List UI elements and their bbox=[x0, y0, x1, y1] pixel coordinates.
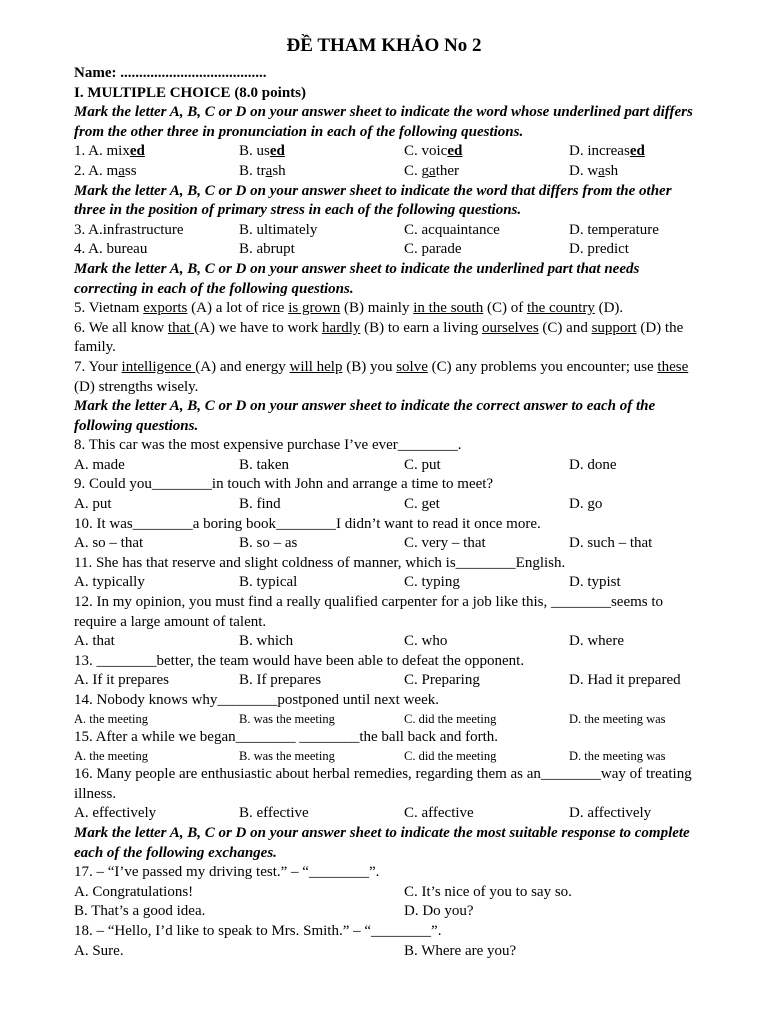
question-17: 17. – “I’ve passed my driving test.” – “________”. bbox=[74, 864, 380, 881]
question-5: 5. Vietnam exports (A) a lot of rice is grown (B) mainly in the south (C) of the country (D). bbox=[74, 300, 624, 317]
options-18: A. Sure. B. Where are you? bbox=[74, 942, 517, 959]
question-18: 18. – “Hello, I’d like to speak to Mrs. Smith.” – “________”. bbox=[74, 922, 442, 939]
question-8: 8. This car was the most expensive purchase I’ve ever________. bbox=[74, 437, 462, 454]
question-13: 13. ________better, the team would have been able to defeat the opponent. bbox=[74, 652, 525, 669]
question-16: 16. Many people are enthusiastic about herbal remedies, regarding them as an________way of treating illness. bbox=[74, 766, 692, 802]
instruction-stress: Mark the letter A, B, C or D on your answer sheet to indicate the word that differs from the other three in the position of primary stress in each of the following questions. bbox=[74, 182, 672, 219]
options-17-row2: B. That’s a good idea. D. Do you? bbox=[74, 903, 474, 920]
question-4: 4. A. bureau B. abrupt C. parade D. predict bbox=[74, 241, 629, 258]
options-11: A. typically B. typical C. typing D. typist bbox=[74, 574, 621, 591]
question-11: 11. She has that reserve and slight coldness of manner, which is________English. bbox=[74, 554, 566, 571]
instruction-correct-answer: Mark the letter A, B, C or D on your answer sheet to indicate the correct answer to each of the following questions. bbox=[74, 398, 656, 434]
options-15: A. the meeting B. was the meeting C. did the meeting D. the meeting was bbox=[74, 748, 666, 763]
question-15: 15. After a while we began________ ________the ball back and forth. bbox=[74, 729, 499, 746]
options-17-row1: A. Congratulations! C. It’s nice of you to say so. bbox=[74, 883, 572, 900]
section-heading: I. MULTIPLE CHOICE (8.0 points) bbox=[74, 84, 306, 101]
question-12: 12. In my opinion, you must find a really qualified carpenter for a job like this, ________seems to require a large amount of talent. bbox=[74, 594, 664, 630]
options-12: A. that B. which C. who D. where bbox=[74, 633, 624, 650]
question-10: 10. It was________a boring book________I didn’t want to read it once more. bbox=[74, 515, 541, 532]
question-6: 6. We all know that (A) we have to work hardly (B) to earn a living ourselves (C) and support (D) the family. bbox=[74, 319, 684, 356]
instruction-pronunciation: Mark the letter A, B, C or D on your answer sheet to indicate the word whose underlined part differs from the other three in pronunciation in each of the following questions. bbox=[74, 104, 693, 140]
question-9: 9. Could you________in touch with John and arrange a time to meet? bbox=[74, 476, 494, 493]
question-14: 14. Nobody knows why________postponed until next week. bbox=[74, 692, 439, 708]
options-14: A. the meeting B. was the meeting C. did the meeting D. the meeting was bbox=[74, 711, 666, 726]
question-7: 7. Your intelligence (A) and energy will help (B) you solve (C) any problems you encounter; use these (D) strengths wisely. bbox=[74, 358, 689, 395]
page-title: ĐỀ THAM KHẢO No 2 bbox=[286, 35, 482, 56]
question-2: 2. A. mass B. trash C. gather D. wash bbox=[74, 162, 619, 179]
name-line: Name: ....................................... bbox=[74, 65, 267, 81]
instruction-responses: Mark the letter A, B, C or D on your answer sheet to indicate the most suitable response to complete each of the following exchanges. bbox=[74, 824, 690, 861]
question-3: 3. A.infrastructure B. ultimately C. acquaintance D. temperature bbox=[74, 221, 659, 238]
options-9: A. put B. find C. get D. go bbox=[74, 496, 603, 513]
instruction-error-correction: Mark the letter A, B, C or D on your answer sheet to indicate the underlined part that needs correcting in each of the following questions. bbox=[74, 260, 640, 297]
options-10: A. so – that B. so – as C. very – that D. such – that bbox=[74, 535, 653, 552]
options-16: A. effectively B. effective C. affective D. affectively bbox=[74, 805, 652, 822]
options-13: A. If it prepares B. If prepares C. Preparing D. Had it prepared bbox=[74, 672, 681, 689]
question-1: 1. A. mixed B. used C. voiced D. increased bbox=[74, 143, 645, 160]
options-8: A. made B. taken C. put D. done bbox=[74, 456, 617, 473]
